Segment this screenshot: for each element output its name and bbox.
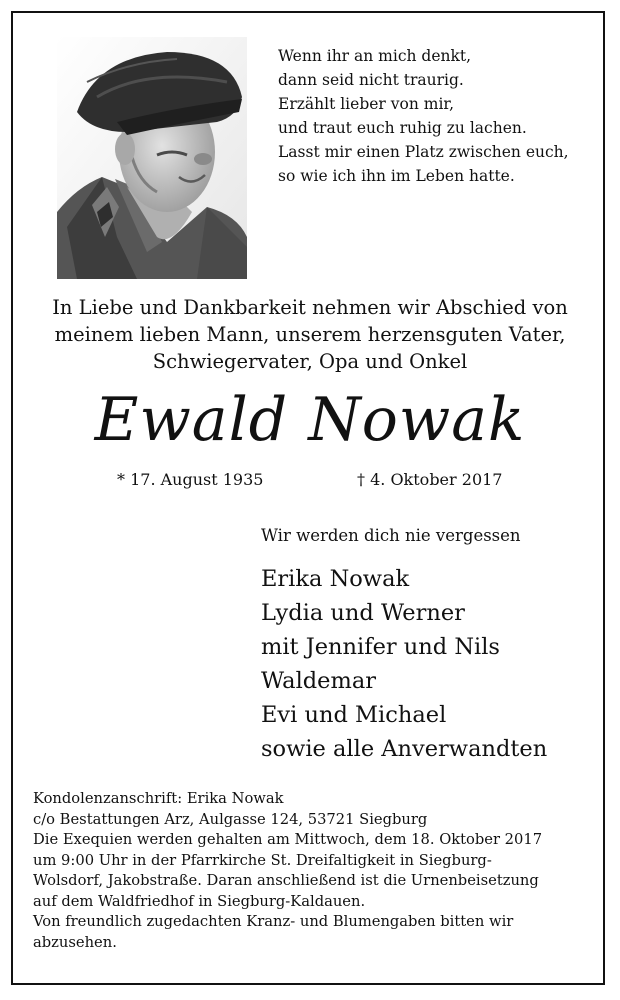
birth-date: * 17. August 1935: [117, 470, 264, 489]
farewell-line: In Liebe und Dankbarkeit nehmen wir Abschied von: [52, 296, 568, 319]
mourner-line: Waldemar: [261, 668, 377, 694]
mourners-list: [261, 562, 547, 766]
farewell-line: Schwiegervater, Opa und Onkel: [152, 350, 468, 373]
death-date: † 4. Oktober 2017: [357, 470, 503, 489]
farewell-line: meinem lieben Mann, unserem herzensguten Vater,: [54, 323, 566, 346]
poem-line: Wenn ihr an mich denkt,: [278, 47, 472, 65]
mourner-line: Evi und Michael: [261, 702, 447, 728]
mourner-line: Lydia und Werner: [261, 600, 465, 626]
info-line: c/o Bestattungen Arz, Aulgasse 124, 53721 Siegburg: [33, 810, 428, 828]
poem-line: Erzählt lieber von mir,: [278, 95, 455, 113]
poem: [278, 44, 569, 188]
poem-line: so wie ich ihn im Leben hatte.: [278, 167, 515, 185]
info-line: Kondolenzanschrift: Erika Nowak: [33, 790, 284, 807]
mourner-line: Erika Nowak: [261, 566, 410, 592]
info-line: auf dem Waldfriedhof in Siegburg-Kaldauen.: [33, 892, 366, 910]
mourner-line: sowie alle Anverwandten: [261, 736, 548, 762]
portrait-photo: [57, 37, 247, 279]
info-line: Von freundlich zugedachten Kranz- und Blumengaben bitten wir: [33, 913, 514, 930]
poem-line: Lasst mir einen Platz zwischen euch,: [278, 143, 569, 161]
info-line: Wolsdorf, Jakobstraße. Daran anschließend ist die Urnenbeisetzung: [33, 872, 539, 889]
funeral-information: [33, 789, 593, 953]
deceased-name: Ewald Nowak: [94, 385, 526, 455]
info-line: um 9:00 Uhr in der Pfarrkirche St. Dreifaltigkeit in Siegburg-: [33, 851, 492, 869]
poem-line: dann seid nicht traurig.: [278, 71, 464, 89]
poem-line: und traut euch ruhig zu lachen.: [278, 119, 527, 137]
closing-phrase: Wir werden dich nie vergessen: [261, 526, 521, 545]
info-line: Die Exequien werden gehalten am Mittwoch, dem 18. Oktober 2017: [33, 831, 543, 848]
farewell-text: [20, 294, 600, 375]
info-line: abzusehen.: [33, 933, 117, 951]
mourner-line: mit Jennifer und Nils: [261, 634, 500, 660]
